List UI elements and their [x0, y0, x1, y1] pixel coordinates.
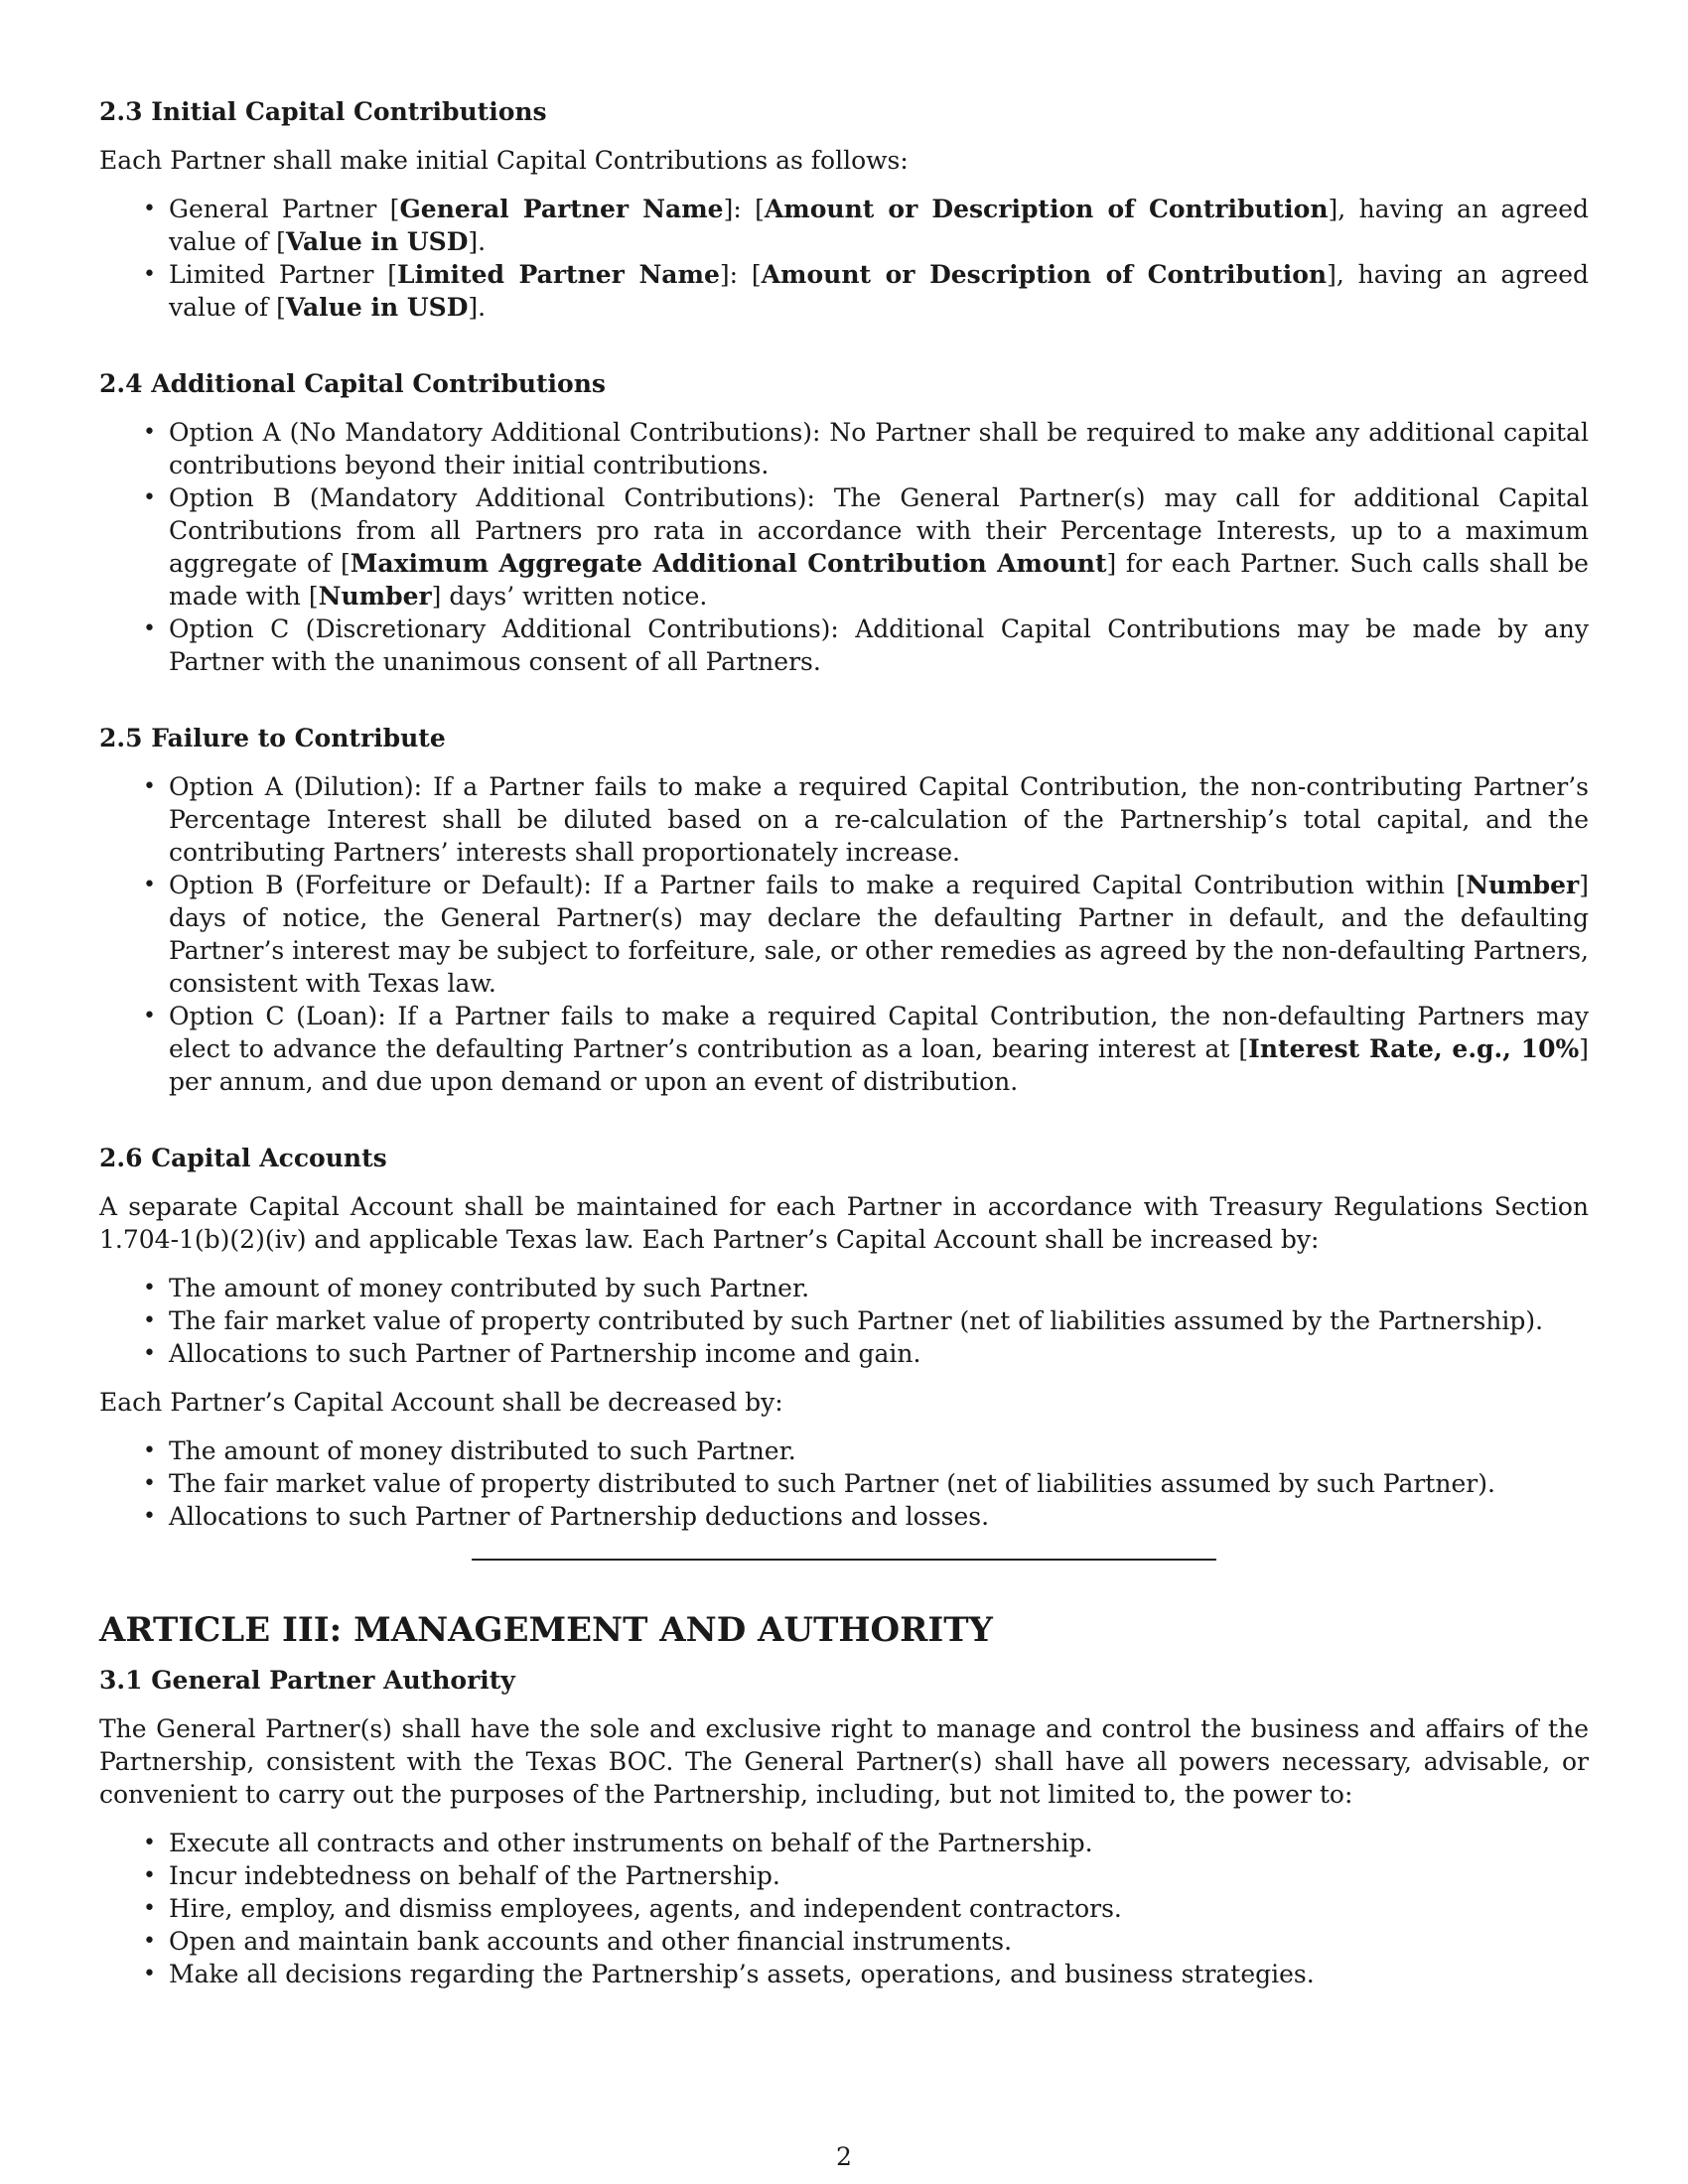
section-3-1-intro: The General Partner(s) shall have the sole and exclusive right to manage and control the business and affairs of the Partnership, consistent with the Texas BOC. The General Partner(s) shall have all powers necessary, advisable, or convenient to carry out the purposes of the Partnership, including, but not limited to, the power to:: [99, 1714, 1589, 1809]
placeholder-field: Amount or Description of Contribution: [764, 195, 1329, 223]
placeholder-field: Value in USD: [285, 293, 469, 322]
placeholder-field: General Partner Name: [399, 195, 724, 223]
text: General Partner [: [169, 195, 400, 223]
placeholder-field: Maximum Aggregate Additional Contribution Amount: [350, 549, 1107, 578]
general-partner-powers-list: [99, 1827, 1589, 1990]
section-2-4-heading: 2.4 Additional Capital Contributions: [99, 369, 606, 398]
list-item: • The fair market value of property distributed to such Partner (net of liabilities assumed by such Partner).: [99, 1467, 1589, 1500]
placeholder-field: Value in USD: [285, 227, 469, 256]
section-2-6-intro: A separate Capital Account shall be maintained for each Partner in accordance with Treasury Regulations Section 1.704-1(b)(2)(iv) and applicable Texas law. Each Partner’s Capital Account shall be increased by:: [99, 1192, 1589, 1254]
list-item: • The amount of money contributed by such Partner.: [99, 1272, 1589, 1304]
list-item: [99, 258, 1589, 324]
capital-account-increase-list: [99, 1272, 1589, 1370]
list-item: • Allocations to such Partner of Partnership deductions and losses.: [99, 1500, 1589, 1533]
text: ] days’ written notice.: [431, 582, 708, 611]
text: ] for each Partner. Such calls shall be made with [: [169, 549, 1589, 611]
list-item: • Open and maintain bank accounts and other financial instruments.: [99, 1925, 1589, 1958]
text: ].: [468, 293, 487, 322]
horizontal-divider: [472, 1559, 1216, 1561]
capital-account-decrease-intro: Each Partner’s Capital Account shall be decreased by:: [99, 1388, 783, 1417]
list-item: • Option A (Dilution): If a Partner fails to make a required Capital Contribution, the non-contributing Partner’s Percentage Interest shall be diluted based on a re-calculation of the Partnership’s total capital, and the contributing Partners’ interests shall proportionately increase.: [99, 770, 1589, 869]
text: ]: [: [719, 260, 762, 289]
list-item: • Execute all contracts and other instruments on behalf of the Partnership.: [99, 1827, 1589, 1859]
list-item: [99, 869, 1589, 1000]
additional-contributions-list: [99, 416, 1589, 678]
section-2-5-heading: 2.5 Failure to Contribute: [99, 724, 446, 752]
list-item: • Hire, employ, and dismiss employees, agents, and independent contractors.: [99, 1892, 1589, 1925]
text: Option C (Loan): If a Partner fails to make a required Capital Contribution, the non-defaulting Partners may elect to advance the defaulting Partner’s contribution as a loan, bearing interest at [: [169, 1002, 1589, 1063]
list-item: • Allocations to such Partner of Partnership income and gain.: [99, 1337, 1589, 1370]
list-item: • Option A (No Mandatory Additional Contributions): No Partner shall be required to make any additional capital contributions beyond their initial contributions.: [99, 416, 1589, 481]
text: Option B (Forfeiture or Default): If a Partner fails to make a required Capital Contribution within [: [169, 871, 1467, 899]
text: ] days of notice, the General Partner(s) may declare the defaulting Partner in default, and the defaulting Partner’s interest may be subject to forfeiture, sale, or other remedies as agreed by the non-defaulting Partners, consistent with Texas law.: [169, 871, 1589, 998]
section-2-6-heading: 2.6 Capital Accounts: [99, 1144, 387, 1172]
text: ].: [468, 227, 487, 256]
text: Option B (Mandatory Additional Contributions): The General Partner(s) may call for additional Capital Contributions from all Partners pro rata in accordance with their Percentage Interests, up to a maximum aggregate of [: [169, 483, 1589, 578]
section-2-3-intro: Each Partner shall make initial Capital Contributions as follows:: [99, 146, 909, 175]
list-item: • Option C (Discretionary Additional Contributions): Additional Capital Contributions may be made by any Partner with the unanimous consent of all Partners.: [99, 613, 1589, 678]
list-item: • Incur indebtedness on behalf of the Partnership.: [99, 1859, 1589, 1892]
article-3-title: ARTICLE III: MANAGEMENT AND AUTHORITY: [99, 1610, 993, 1650]
placeholder-field: Number: [1466, 871, 1580, 899]
text: Limited Partner [: [169, 260, 398, 289]
list-item: • Make all decisions regarding the Partnership’s assets, operations, and business strategies.: [99, 1958, 1589, 1990]
text: ] per annum, and due upon demand or upon an event of distribution.: [169, 1034, 1589, 1096]
page-number: 2: [836, 2142, 852, 2171]
placeholder-field: Limited Partner Name: [397, 260, 720, 289]
list-item: [99, 1000, 1589, 1098]
text: ]: [: [723, 195, 765, 223]
list-item: • The fair market value of property contributed by such Partner (net of liabilities assumed by the Partnership).: [99, 1304, 1589, 1337]
text: ], having an agreed value of [: [169, 260, 1589, 322]
placeholder-field: Amount or Description of Contribution: [761, 260, 1328, 289]
text: ], having an agreed value of [: [169, 195, 1589, 256]
section-3-1-heading: 3.1 General Partner Authority: [99, 1666, 515, 1695]
capital-account-decrease-list: [99, 1434, 1589, 1533]
placeholder-field: Interest Rate, e.g., 10%: [1248, 1034, 1580, 1063]
failure-to-contribute-list: [99, 770, 1589, 1098]
document-page: [99, 95, 1589, 2016]
placeholder-field: Number: [318, 582, 432, 611]
list-item: • The amount of money distributed to such Partner.: [99, 1434, 1589, 1467]
initial-contributions-list: [99, 193, 1589, 324]
list-item: [99, 481, 1589, 613]
section-2-3-heading: 2.3 Initial Capital Contributions: [99, 97, 547, 126]
list-item: [99, 193, 1589, 258]
